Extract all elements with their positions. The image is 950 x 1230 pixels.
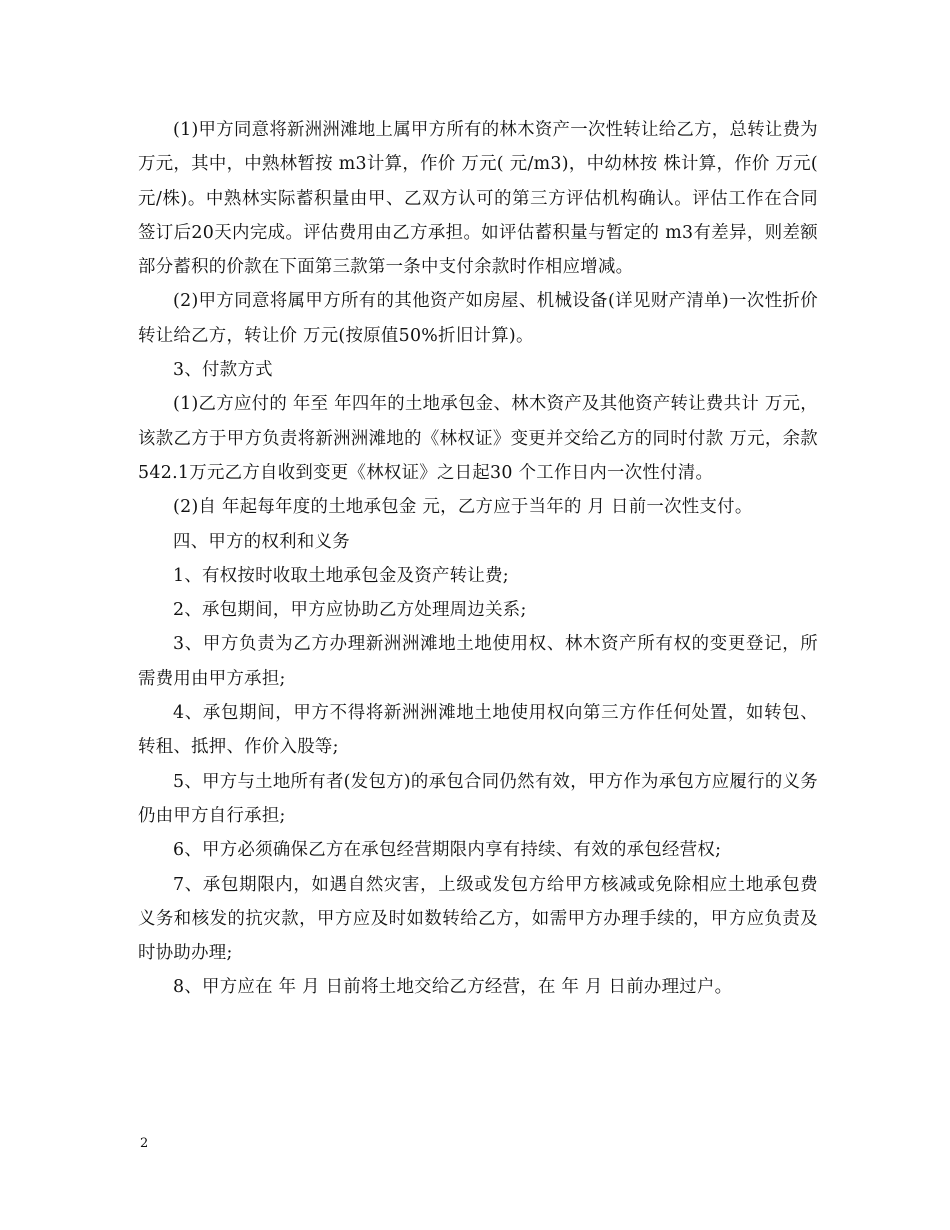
paragraph-forest-asset-transfer: (1)甲方同意将新洲洲滩地上属甲方所有的林木资产一次性转让给乙方，总转让费为 万元，其中，中熟林暂按 m3计算，作价 万元( 元/m3)，中幼林按 株计算，作价 万元( 元/株)。中熟林实际蓄积量由甲、乙双方认可的第三方评估机构确认。评估工作在合同签订后20天内完成。评估费用由乙方承担。如评估蓄积量与暂定的 m3有差异，则差额部分蓄积的价款在下面第三款第一条中支付余款时作相应增减。 xyxy=(138,120,818,278)
list-item-1: 1、有权按时收取土地承包金及资产转让费; xyxy=(173,565,509,586)
document-body xyxy=(138,113,818,1005)
list-item-7: 7、承包期限内，如遇自然灾害，上级或发包方给甲方核减或免除相应土地承包费义务和核发的抗灾款，甲方应及时如数转给乙方，如需甲方办理手续的，甲方应负责及时协助办理; xyxy=(138,874,818,964)
list-item-3: 3、甲方负责为乙方办理新洲洲滩地土地使用权、林木资产所有权的变更登记，所需费用由甲方承担; xyxy=(138,634,818,689)
list-item-8: 8、甲方应在 年 月 日前将土地交给乙方经营，在 年 月 日前办理过户。 xyxy=(173,977,733,998)
section-heading-payment: 3、付款方式 xyxy=(173,360,273,381)
list-item-4: 4、承包期间，甲方不得将新洲洲滩地土地使用权向第三方作任何处置，如转包、转租、抵押、作价入股等; xyxy=(138,703,818,758)
paragraph-annual-payment: (2)自 年起每年度的土地承包金 元，乙方应于当年的 月 日前一次性支付。 xyxy=(173,497,753,518)
paragraph-other-asset-transfer: (2)甲方同意将属甲方所有的其他资产如房屋、机械设备(详见财产清单)一次性折价转让给乙方，转让价 万元(按原值50%折旧计算)。 xyxy=(138,291,818,346)
list-item-6: 6、甲方必须确保乙方在承包经营期限内享有持续、有效的承包经营权; xyxy=(173,840,722,861)
page-number: 2 xyxy=(140,1136,149,1151)
paragraph-payment-total: (1)乙方应付的 年至 年四年的土地承包金、林木资产及其他资产转让费共计 万元，该款乙方于甲方负责将新洲洲滩地的《林权证》变更并交给乙方的同时付款 万元，余款542.1万元乙方自收到变更《林权证》之日起30 个工作日内一次性付清。 xyxy=(138,394,818,483)
list-item-2: 2、承包期间，甲方应协助乙方处理周边关系; xyxy=(173,600,527,621)
section-heading-party-a-rights: 四、甲方的权利和义务 xyxy=(173,531,350,552)
list-item-5: 5、甲方与土地所有者(发包方)的承包合同仍然有效，甲方作为承包方应履行的义务仍由甲方自行承担; xyxy=(138,771,818,826)
